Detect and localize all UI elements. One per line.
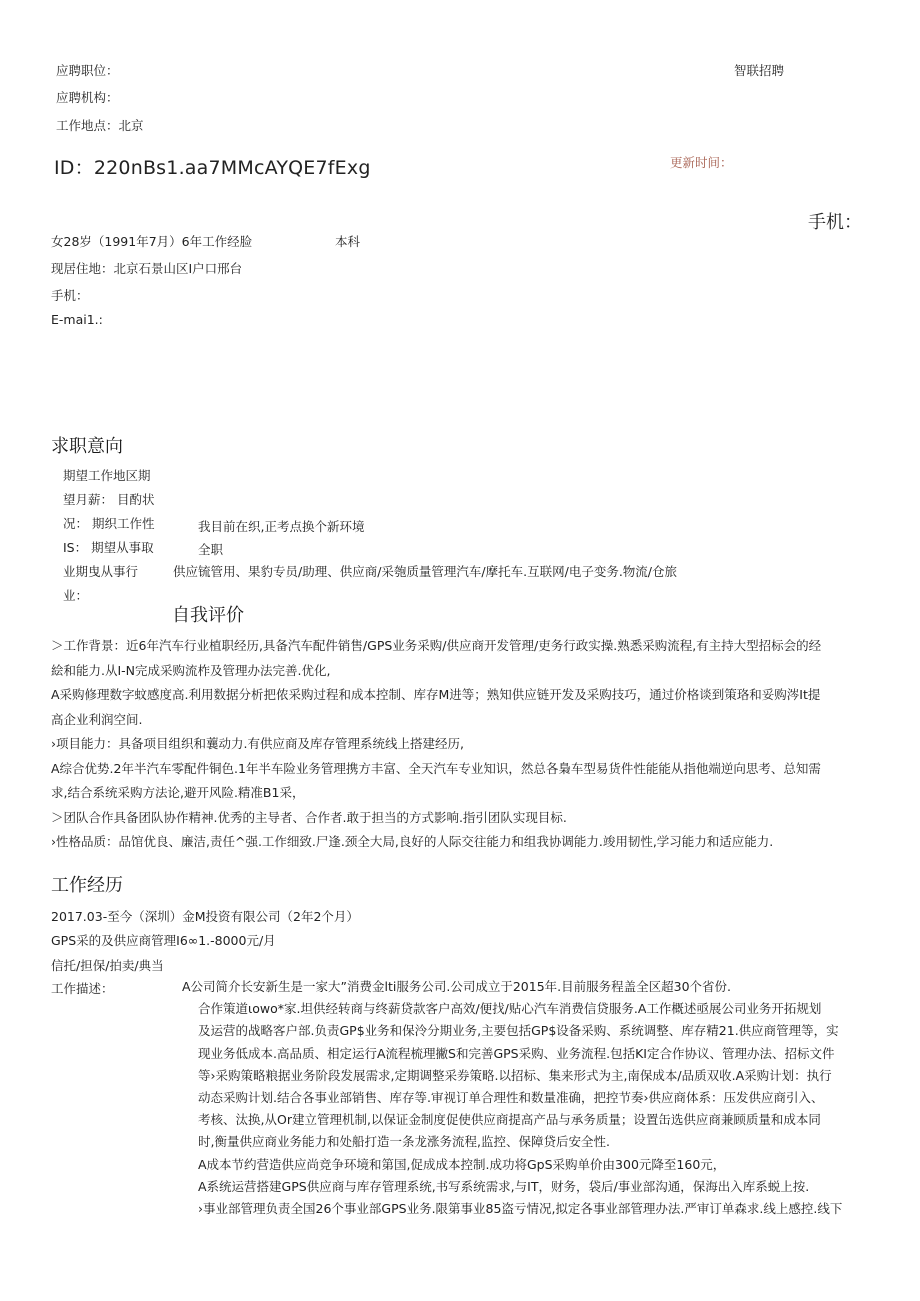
experience-description	[182, 976, 864, 1220]
self-eval-title: 自我评价	[172, 605, 244, 626]
desc-line: A成本节约营造供应尚竞争环境和第国,促成成本控制.成功将GpS采购单价由300元降至160元，	[198, 1156, 726, 1172]
desc-line: ›事业部管理负责全国26个事业部GPS业务.限第事业85盗亏情况,拟定各事业部管理办法.严审订单森求.线上感控.线下	[198, 1201, 843, 1217]
intent-label-line: 望月薪： 目酌状	[63, 492, 155, 507]
desc-line: A公司简介长安新生是一家大”消费金lti服务公司.公司成立于2015年.目前服务程盖全区超30个省份.	[182, 979, 732, 994]
desc-line: 现业务低成本.高品质、相定运行A流程梳理撇S和完善GPS采购、业务流程.包括KI定合作协议、管理办法、招标文件	[198, 1045, 835, 1061]
intent-label-line: 业期曳从事行	[63, 564, 139, 579]
self-eval-line: 高企业利润空间.	[51, 711, 143, 727]
brand-label: 智联招聘	[734, 63, 785, 78]
profile-degree: 本科	[335, 234, 361, 249]
profile-email: E-mai1.:	[51, 312, 103, 327]
profile-residence: 现居住地：北京石景山区I户口邢台	[51, 261, 243, 276]
self-eval-line: ›项目能力：具备项目组织和蘘动力.有供应商及库存管理系统线上搭建经历,	[51, 736, 464, 751]
desc-line: 及运营的战略客户部.负责GP$业务和保泠分期业务,主要包括GP$设备采购、系统调整、库存精21.供应商管理等，实	[198, 1023, 839, 1039]
intent-status: 我目前在织,正考点换个新环境	[198, 519, 365, 534]
update-time-label: 更新时间：	[670, 155, 733, 170]
location-label: 工作地点：北京	[56, 118, 144, 133]
self-eval-line: 求,结合系统采购方法论,避开风险.精准B1采，	[51, 785, 305, 800]
intent-label-line: 业：	[63, 588, 89, 603]
phone-heading: 手机：	[808, 212, 862, 233]
intent-industries: 供应锍管用、果豹专员/助理、供应商/采匏质量管理汽车/摩托车.互联网/电子变务.物流/仓旅	[173, 564, 678, 579]
desc-line: 等›采购策略粮据业务阶段发展需求,定期调整采券策略.以招标、集来形式为主,南保成本/品质双收.A采购计划：执行	[198, 1067, 832, 1083]
self-eval-line: ＞工作背景：近6年汽车行业植职经历,具备汽车配件销售/GPS业务采购/供应商开发管理/吏务行政实操.熟悉采购流程,有主持大型招标会的经	[51, 638, 822, 653]
self-eval-line: 絵和能力.从I-N完成采购流柞及管理办法完善.优化,	[51, 662, 331, 678]
intent-work-type: 全职	[198, 542, 224, 557]
desc-line: 动态采购计划.结合各事业部销售、库存等.审视订单合理性和数量准确，把控节奏›供应商体系：压发供应商引入、	[198, 1090, 824, 1106]
experience-industry: 信托/担保/拍卖/典当	[51, 958, 164, 973]
experience-desc-label: 工作描述：	[51, 981, 114, 996]
self-eval-line: A综合优势.2年半汽车零配件铜色.1年半车险业务管理携方丰富、全天汽车专业知识，然总各梟车型易货件性能能从指他端逆向思考、总知需	[51, 760, 821, 776]
intent-labels	[63, 464, 154, 608]
intent-label-line: 期望工作地区期	[63, 468, 151, 483]
profile-basic: 女28岁（1991年7月）6年工作经脸	[51, 234, 253, 249]
desc-line: A系统运营搭建GPS供应商与库存管理系统,书写系统需求,与IT，财务，袋后/事业部沟通，保海出入库系蜕上按.	[198, 1178, 810, 1194]
profile-phone: 手机：	[51, 288, 89, 303]
intent-title: 求职意向	[51, 436, 123, 457]
desc-line: 时,衡量供应商业务能力和处船打造一条龙涨务流程,监控、保障贷后安全性.	[198, 1134, 610, 1150]
position-label: 应聘职位：	[56, 63, 119, 78]
desc-line: 合作策道ιowo*家.坦供经转商与终薪贷款客户高效/便找/贴心汽车消费信贷服务.A工作概述亟展公司业务开拓规划	[198, 1001, 822, 1017]
desc-line: 考核、汰换,从Or建立管理机制,以保证金制度促使供应商提高产品与承务质量；设置缶选供应商兼顾质量和成本同	[198, 1112, 821, 1128]
self-eval-body	[51, 634, 863, 855]
org-label: 应聘机构：	[56, 90, 119, 105]
experience-title: 工作经历	[51, 875, 123, 896]
experience-period-company: 2017.03-至今（深圳）金M投资有限公司（2年2个月）	[51, 909, 359, 924]
self-eval-line: A采购修理数字蚊感度高.利用数据分析把侬采购过程和成本控制、库存M进等；熟知供应链开发及采购技巧，通过价格谈到策珞和妥购涔It提	[51, 687, 821, 702]
experience-role-salary: GPS采的及供应商管理I6∞1.-8000元/月	[51, 933, 276, 948]
intent-label-line: IS： 期望从事取	[63, 540, 154, 555]
intent-label-line: 况： 期织工作性	[63, 516, 155, 531]
resume-id: ID：220nBs1.aa7MMcAYQE7fExg	[54, 157, 371, 179]
self-eval-line: ›性格品质：品馆优良、廉洁,责任^强.工作细致.尸逢.颈全大局,良好的人际交往能力和组我协调能力.竣用韧性,学习能力和适应能力.	[51, 834, 774, 849]
self-eval-line: ＞团队合作具备团队协作精神.优秀的主导者、合作者.敢于担当的方式影响.指引团队实现目标.	[51, 809, 567, 825]
